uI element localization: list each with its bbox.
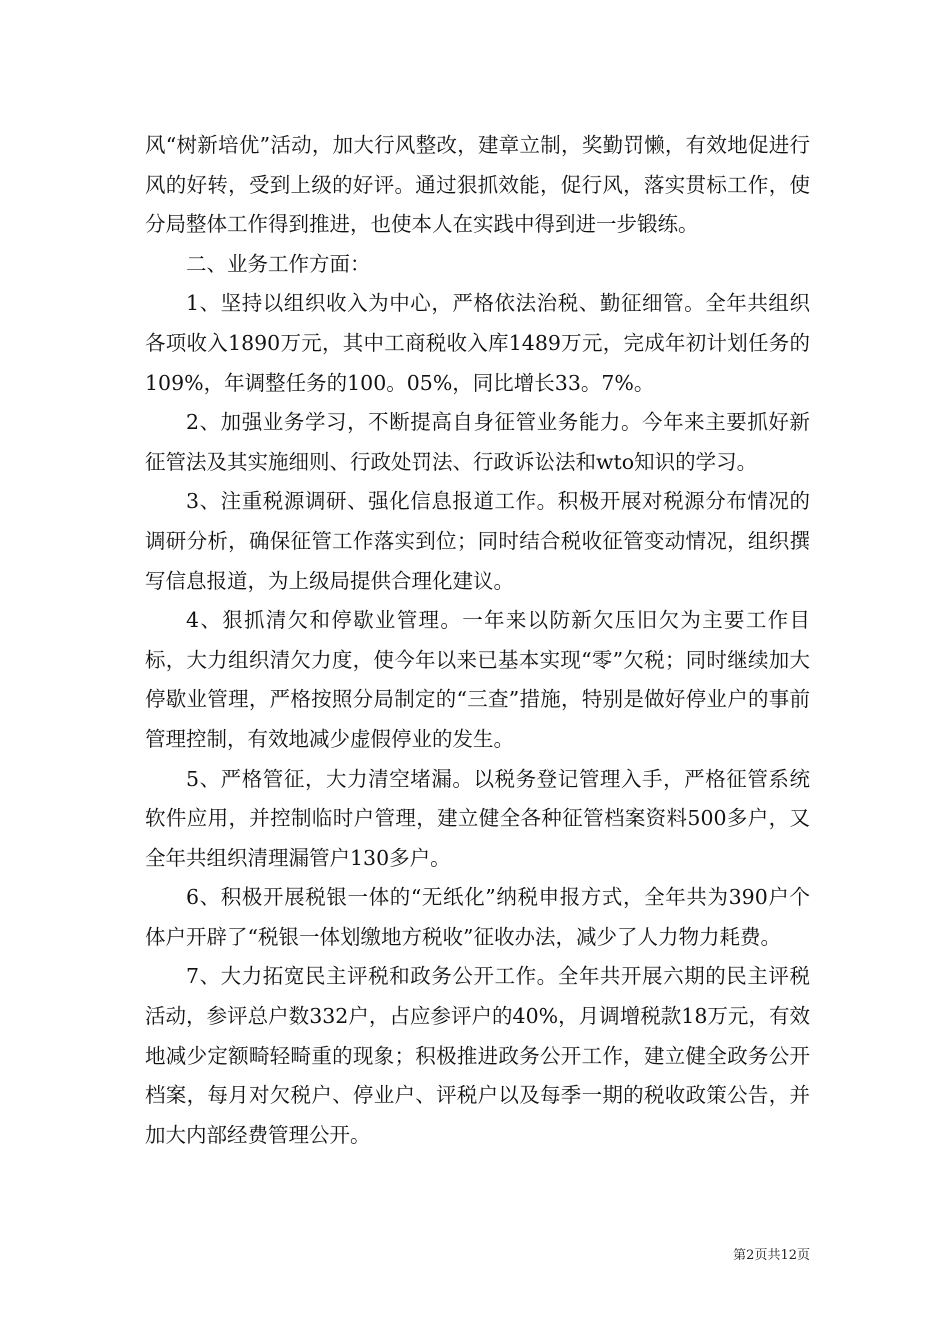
page-number-footer: 第2页共12页: [733, 1248, 810, 1263]
paragraph-item-3: 3、注重税源调研、强化信息报道工作。积极开展对税源分布情况的调研分析，确保征管工作落实到位；同时结合税收征管变动情况，组织撰写信息报道，为上级局提供合理化建议。: [145, 489, 810, 593]
paragraph-item-5: 5、严格管征，大力清空堵漏。以税务登记管理入手，严格征管系统软件应用，并控制临时户管理，建立健全各种征管档案资料500多户，又全年共组织清理漏管户130多户。: [145, 766, 810, 870]
paragraph-item-7: 7、大力拓宽民主评税和政务公开工作。全年共开展六期的民主评税活动，参评总户数332户，占应参评户的40%，月调增税款18万元，有效地减少定额畸轻畸重的现象；积极推进政务公开工作，建立健全政务公开档案，每月对欠税户、停业户、评税户以及每季一期的税收政策公告，并加大内部经费管理公开。: [145, 964, 810, 1147]
paragraph-continuation: 风“树新培优”活动，加大行风整改，建章立制，奖勤罚懒，有效地促进行风的好转，受到上级的好评。通过狠抓效能，促行风，落实贯标工作，使分局整体工作得到推进，也使本人在实践中得到进一步锻练。: [145, 133, 810, 237]
paragraph-item-4: 4、狠抓清欠和停歇业管理。一年来以防新欠压旧欠为主要工作目标，大力组织清欠力度，使今年以来已基本实现“零”欠税；同时继续加大停歇业管理，严格按照分局制定的“三查”措施，特别是做好停业户的事前管理控制，有效地减少虚假停业的发生。: [145, 608, 810, 751]
document-body: [145, 126, 810, 1155]
paragraph-item-1: 1、坚持以组织收入为中心，严格依法治税、勤征细管。全年共组织各项收入1890万元，其中工商税收入库1489万元，完成年初计划任务的109%，年调整任务的100。05%，同比增长33。7%。: [145, 291, 810, 395]
paragraph-item-6: 6、积极开展税银一体的“无纸化”纳税申报方式，全年共为390户个体户开辟了“税银一体划缴地方税收”征收办法，减少了人力物力耗费。: [145, 885, 810, 949]
section-heading-business-work: 二、业务工作方面：: [186, 251, 371, 276]
paragraph-item-2: 2、加强业务学习，不断提高自身征管业务能力。今年来主要抓好新征管法及其实施细则、行政处罚法、行政诉讼法和wto知识的学习。: [145, 410, 810, 474]
